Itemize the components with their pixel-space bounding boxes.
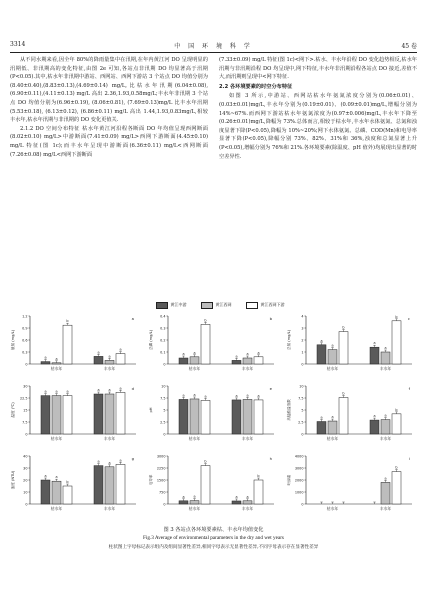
bar-丰水年-黄江西网 <box>381 420 390 434</box>
bar-丰水年-黄江中游 <box>94 356 103 364</box>
chart-panel-i <box>286 452 416 517</box>
significance-letter: a <box>182 494 185 499</box>
y-tick-label: 30 <box>23 466 28 471</box>
paragraph: 2.1.2 DO 空间分布特征 枯水年黄江河沿程各断面 DO 年均值呈现西网断面(8.02±0.10) mg/L>中游断面(7.41±0.09) mg/L>西网下游断面(4.45±0.10) mg/L 特征(图 1c);而丰水年呈现中游断面(6.36±0.11) mg/L<西网断面(7.26±0.08) mg/L<西网下游断面 <box>10 125 208 158</box>
y-tick-label: 2 <box>301 338 304 343</box>
panel-id: f <box>408 386 410 391</box>
bar-丰水年-黄江西网 <box>381 482 390 504</box>
panel-id: c <box>407 316 410 321</box>
significance-letter: a <box>97 459 100 464</box>
paragraph: 如图 3 所示,中游站、西网站枯水年氨氮浓度分别为(0.06±0.01)、(0.03±0.01)mg/L,丰水年分别为(0.19±0.01)、(0.09±0.01)mg/L,增幅分别为 14%~67%.而西网下游站枯水年氨氮浓度为(0.97±0.006)mg/L,丰水年下降至(0.26±0.01)mg/L,降幅为 73%.总体而言,相较于枯水年,丰水年水体氨氮、总氮和浊度显著下降(P<0.05),降幅为 10%~20%;网下水体氨氮、总磷、COD(Mn)和电导率显著下降(P<0.05),降幅分别 73%、82%、31%和 36%,浊度和总氮显著上升(P<0.05),增幅分别为 76%和 21%.各环境要素(除温度、pH 值外)均展现出显著的时空差异性. <box>219 93 417 160</box>
legend-swatch <box>201 302 213 309</box>
header-rule <box>10 52 417 53</box>
y-tick-label: 750 <box>159 490 166 495</box>
legend-swatch <box>156 302 168 309</box>
y-tick-label: 10 <box>299 384 304 389</box>
bar-枯水年-黄江西网下游 <box>201 324 210 364</box>
y-tick-label: 4 <box>301 314 304 319</box>
x-category-label: 丰水年 <box>103 436 116 441</box>
bar-枯水年-黄江西网 <box>52 363 61 364</box>
x-category-label: 丰水年 <box>241 506 254 511</box>
x-category-label: 枯水年 <box>50 436 63 441</box>
bar-丰水年-黄江中游 <box>94 394 103 434</box>
y-tick-label: 10 <box>23 490 28 495</box>
y-tick-label: 20 <box>23 478 28 483</box>
y-tick-label: 0.4 <box>160 314 166 319</box>
bar-枯水年-黄江西网 <box>190 357 199 364</box>
y-tick-label: 2.5 <box>298 420 304 425</box>
legend-swatch <box>246 302 258 309</box>
significance-letter: a <box>97 388 100 392</box>
y-tick-label: 0 <box>301 502 304 507</box>
chart-panel-c <box>286 312 416 377</box>
bar-丰水年-黄江西网下游 <box>254 480 263 504</box>
bar-枯水年-黄江西网下游 <box>63 486 72 504</box>
x-category-label: 枯水年 <box>50 366 63 371</box>
significance-letter: a <box>331 343 334 348</box>
y-tick-label: 3000 <box>156 454 166 459</box>
chart-panel-b <box>148 312 278 377</box>
page-number: 3314 <box>10 41 26 48</box>
significance-letter: a <box>44 474 47 478</box>
right-column <box>219 56 417 161</box>
y-tick-label: 3000 <box>294 466 304 471</box>
bar-枯水年-黄江西网 <box>52 481 61 504</box>
y-tick-label: 2250 <box>156 466 166 471</box>
legend-item: 黄江中游 <box>156 300 187 310</box>
y-axis-label: 温度 (℃) <box>11 402 15 418</box>
significance-letter: a <box>204 394 207 399</box>
chart-panel-e <box>148 382 278 447</box>
significance-letter: b <box>342 325 345 330</box>
significance-letter: a <box>235 354 238 359</box>
y-tick-label: 30 <box>23 384 28 389</box>
y-axis-label: 高锰酸盐指数 <box>287 399 291 421</box>
significance-letter: a <box>66 389 69 394</box>
significance-letter: b <box>395 407 398 412</box>
significance-letter: a <box>193 494 196 499</box>
x-category-label: 枯水年 <box>326 366 339 371</box>
significance-letter: a <box>384 346 387 350</box>
bar-丰水年-黄江西网 <box>243 358 252 364</box>
y-tick-label: 7.5 <box>22 420 28 425</box>
significance-letter: a <box>108 388 111 392</box>
bar-丰水年-黄江中游 <box>370 420 379 434</box>
chart-panel-f <box>286 382 416 447</box>
bar-枯水年-黄江中游 <box>317 345 326 364</box>
legend-item: 黄江西网 <box>201 300 232 310</box>
bar-丰水年-黄江西网下游 <box>116 464 125 504</box>
significance-letter: b <box>204 459 207 464</box>
y-axis-label: 总氮 (mg/L) <box>287 329 291 351</box>
bar-丰水年-黄江中游 <box>94 466 103 504</box>
y-tick-label: 0 <box>25 502 28 507</box>
significance-letter: a <box>182 393 185 398</box>
x-category-label: 枯水年 <box>188 506 201 511</box>
significance-letter: b <box>342 391 345 396</box>
chart-panel-a <box>10 312 140 377</box>
bar-丰水年-黄江西网下游 <box>116 392 125 434</box>
bar-枯水年-黄江中游 <box>41 396 50 434</box>
significance-letter: a <box>331 415 334 420</box>
y-tick-label: 0.9 <box>22 326 28 331</box>
y-tick-label: 0 <box>301 362 304 367</box>
legend-item: 黄江西网下游 <box>246 300 285 310</box>
y-axis-label: 总磷 (mg/L) <box>149 329 153 351</box>
figure-caption-zh: 图 3 各站点各环境要素枯、丰水年均值变化 <box>163 527 264 533</box>
bar-枯水年-黄江西网 <box>190 501 199 504</box>
y-axis-label: 浊度 (NTU) <box>11 470 15 490</box>
y-tick-label: 10 <box>161 384 166 389</box>
journal-title: 中 国 环 境 科 学 <box>174 43 253 50</box>
bar-丰水年-黄江西网下游 <box>254 400 263 434</box>
bar-丰水年-黄江西网下游 <box>254 357 263 364</box>
significance-letter: a <box>193 350 196 355</box>
y-tick-label: 15 <box>23 408 28 413</box>
x-category-label: 丰水年 <box>241 366 254 371</box>
paragraph: (7.33±0.09) mg/L 特征(图 1c)<网下>.枯水、丰水年沿程 DO 变化趋势相反,枯水年汛期与非汛期沿程 DO 均呈现中,网下特征,丰水年非汛期沿程各站点 DO 接近,差值不大,而汛期则呈现中<网下特征. <box>219 57 417 81</box>
y-tick-label: 1000 <box>294 490 304 495</box>
x-category-label: 丰水年 <box>103 366 116 371</box>
significance-letter: a <box>55 389 58 394</box>
figure-caption-en: Fig.3 Average of environmental parameters in the dry and wet years <box>143 535 284 541</box>
bar-丰水年-黄江西网 <box>243 501 252 504</box>
y-tick-label: 1.2 <box>22 314 28 319</box>
significance-letter: a <box>44 355 47 360</box>
y-tick-label: 2.5 <box>160 420 166 425</box>
bar-丰水年-黄江西网下游 <box>116 354 125 364</box>
x-category-label: 枯水年 <box>188 436 201 441</box>
bar-枯水年-黄江西网下游 <box>339 332 348 364</box>
y-tick-label: 0.2 <box>160 338 166 343</box>
figure-legend <box>80 300 360 310</box>
significance-letter: a <box>55 356 58 361</box>
y-tick-label: 5 <box>163 408 166 413</box>
bar-丰水年-黄江西网 <box>105 467 114 504</box>
x-category-label: 枯水年 <box>50 506 63 511</box>
page-header <box>10 41 417 51</box>
significance-letter: a <box>384 476 387 481</box>
significance-letter: b <box>204 318 207 323</box>
x-category-label: 丰水年 <box>379 366 392 371</box>
x-category-label: 丰水年 <box>103 506 116 511</box>
bar-丰水年-黄江中游 <box>232 501 241 504</box>
significance-letter: a <box>44 389 47 394</box>
left-column <box>10 56 208 159</box>
panel-id: d <box>131 386 134 391</box>
section-heading: 2.2 各环境要素的时空分布特征 <box>219 83 293 90</box>
y-axis-label: pH <box>149 407 153 413</box>
chart-panel-h <box>148 452 278 517</box>
bar-枯水年-黄江西网下游 <box>201 400 210 434</box>
figure-3 <box>10 300 417 522</box>
panel-id: g <box>131 456 134 461</box>
significance-letter: a <box>97 350 100 355</box>
y-tick-label: 22.5 <box>19 396 28 401</box>
bar-枯水年-黄江中游 <box>41 362 50 364</box>
bar-丰水年-黄江中游 <box>232 360 241 364</box>
significance-letter: a <box>246 393 249 398</box>
bar-枯水年-黄江西网下游 <box>201 466 210 504</box>
significance-letter: a <box>235 393 238 398</box>
significance-letter: b <box>66 319 69 324</box>
y-tick-label: 7.5 <box>298 396 304 401</box>
significance-letter: a <box>246 352 249 356</box>
bar-丰水年-黄江中游 <box>232 400 241 434</box>
panel-id: h <box>269 456 272 461</box>
significance-letter: a <box>182 352 185 356</box>
bar-枯水年-黄江西网下游 <box>63 325 72 364</box>
bar-枯水年-黄江西网 <box>52 396 61 434</box>
bar-丰水年-黄江西网 <box>381 352 390 364</box>
y-tick-label: 7.5 <box>160 396 166 401</box>
significance-letter: a <box>235 494 238 499</box>
x-category-label: 丰水年 <box>379 436 392 441</box>
significance-letter: a <box>257 350 260 355</box>
panel-id: a <box>131 316 134 321</box>
bar-丰水年-黄江西网下游 <box>392 472 401 504</box>
chart-panel-g <box>10 452 140 517</box>
bar-丰水年-黄江西网 <box>105 394 114 434</box>
significance-letter: a <box>119 386 122 391</box>
significance-letter: a <box>373 414 376 419</box>
significance-letter: a <box>119 458 122 463</box>
bar-丰水年-黄江西网 <box>105 360 114 364</box>
panel-id: e <box>269 386 272 391</box>
y-tick-label: 2000 <box>294 478 304 483</box>
x-category-label: 丰水年 <box>241 436 254 441</box>
y-axis-label: 氨氮 (mg/L) <box>11 329 15 351</box>
significance-letter: b <box>257 474 260 478</box>
volume-label: 45 卷 <box>401 43 417 50</box>
bar-枯水年-黄江西网 <box>328 421 337 434</box>
y-tick-label: 0 <box>163 362 166 367</box>
y-tick-label: 0 <box>301 432 304 437</box>
x-category-label: 丰水年 <box>379 506 392 511</box>
significance-letter: a <box>55 475 58 480</box>
significance-letter: a <box>193 392 196 397</box>
y-tick-label: 1500 <box>156 478 166 483</box>
significance-letter: a <box>257 393 260 398</box>
significance-letter: a <box>320 338 323 343</box>
y-tick-label: 0 <box>25 432 28 437</box>
bar-丰水年-黄江西网下游 <box>392 414 401 434</box>
y-tick-label: 1 <box>301 350 304 355</box>
y-tick-label: 0 <box>163 502 166 507</box>
y-tick-label: 0.3 <box>160 326 166 331</box>
y-tick-label: 4000 <box>294 454 304 459</box>
bar-枯水年-黄江中游 <box>179 358 188 364</box>
figure-note: 柱状图上字母标记表示组内及组间显著性差异,相同字母表示无显著性差异,不同字母表示存在显著性差异 <box>108 545 319 550</box>
bar-枯水年-黄江中游 <box>317 422 326 434</box>
paragraph: 从不同水期来看,因全年 80%的降雨量集中在汛期,在年内黄江河 DO 呈现明显的汛期低、非汛期高的变化特征,由图 2e 可知,各站点非汛期 DO 均显著高于汛期(P<0.05).其中,枯水年非汛期中游站、西网站、西网下游站 3 个站点 DO 均值分别为(8.40±0.40),(8.83±0.13),(4.69±0.14) mg/L,比枯水年汛期(6.04±0.08),(6.90±0.11),(4.11±0.13) mg/L 高出 2.36,1.93,0.58mg/L;丰水年非汛期 3 个站点 DO 均值分别为(6.96±0.19), (8.06±0.81), (7.69±0.13)mg/L 比丰水年汛期(5.53±0.18), (6.13±0.12), (6.86±0.11) mg/L 高出 1.44,1.93,0.83mg/L,相较丰水年,枯水年汛期与非汛期的 DO 变化更值关. <box>10 57 208 124</box>
bar-丰水年-黄江西网下游 <box>392 321 401 364</box>
bar-枯水年-黄江西网 <box>328 350 337 364</box>
x-category-label: 枯水年 <box>188 366 201 371</box>
bar-丰水年-黄江中游 <box>370 347 379 364</box>
significance-letter: a <box>384 413 387 418</box>
y-tick-label: 0.1 <box>160 350 166 355</box>
significance-letter: a <box>108 460 111 465</box>
y-tick-label: 0 <box>25 362 28 367</box>
y-tick-label: 3 <box>301 326 304 331</box>
y-tick-label: 0.3 <box>22 350 28 355</box>
bar-枯水年-黄江中游 <box>41 480 50 504</box>
significance-letter: a <box>108 354 111 359</box>
y-tick-label: 40 <box>23 454 28 459</box>
y-tick-label: 5 <box>301 408 304 413</box>
y-tick-label: 0 <box>163 432 166 437</box>
bar-枯水年-黄江中游 <box>179 399 188 434</box>
x-category-label: 枯水年 <box>326 436 339 441</box>
panel-id: i <box>408 456 410 461</box>
significance-letter: b <box>395 314 398 319</box>
bar-丰水年-黄江西网 <box>243 399 252 434</box>
chart-panel-d <box>10 382 140 447</box>
panel-id: b <box>269 316 272 321</box>
significance-letter: b <box>395 465 398 470</box>
significance-letter: a <box>320 415 323 420</box>
y-axis-label: 电导率 <box>149 474 153 486</box>
bar-枯水年-黄江中游 <box>179 501 188 504</box>
bar-枯水年-黄江西网下游 <box>63 396 72 434</box>
x-category-label: 枯水年 <box>326 506 339 511</box>
bar-枯水年-黄江西网 <box>190 399 199 434</box>
significance-letter: a <box>119 347 122 352</box>
significance-letter: a <box>373 341 376 346</box>
significance-letter: b <box>66 480 69 484</box>
y-tick-label: 0.6 <box>22 338 28 343</box>
bar-枯水年-黄江西网下游 <box>339 398 348 434</box>
y-axis-label: 叶绿素 <box>287 474 291 486</box>
significance-letter: a <box>246 494 249 499</box>
